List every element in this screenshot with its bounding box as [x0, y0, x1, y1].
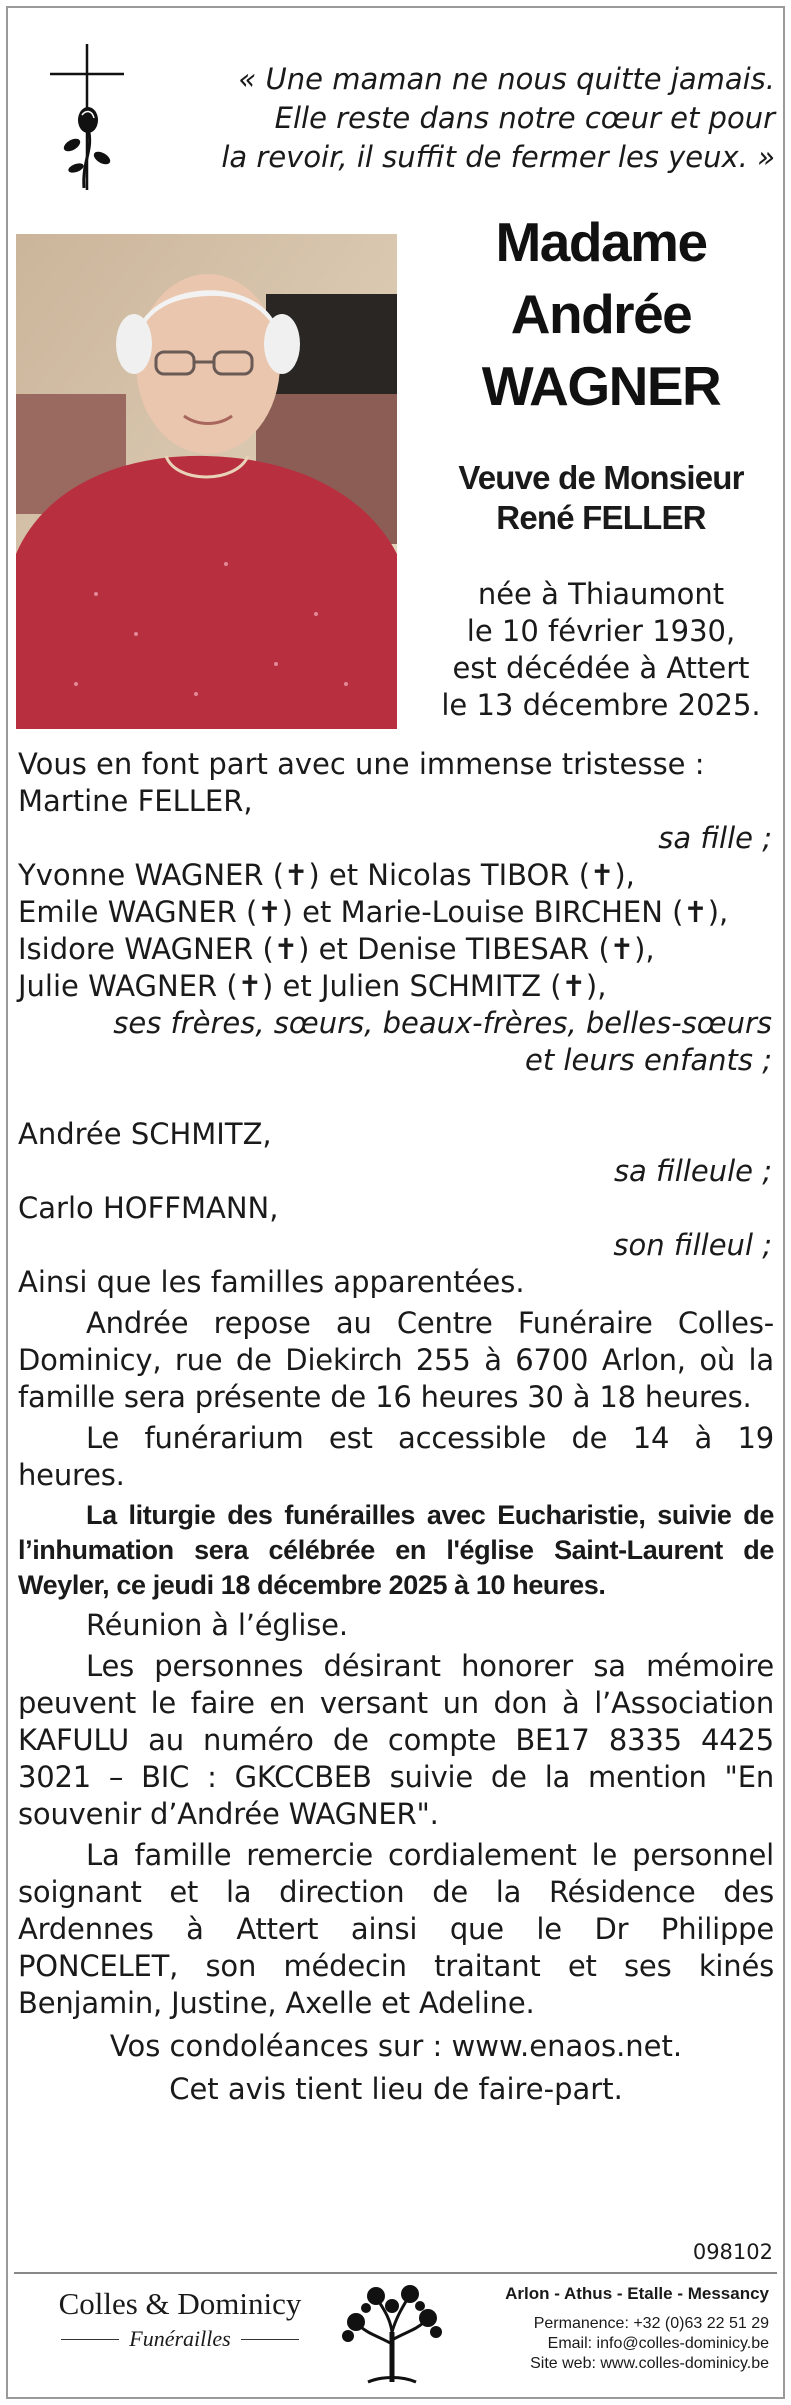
- memorial-quote: [160, 60, 775, 177]
- thanks-paragraph: La famille remercie cordialement le personnel soignant et la direction de la Résidence des Ardennes à Attert ainsi que le Dr Philippe PONCELET, son médecin traitant et ses kinés Benjamin, Justine, Axelle et Adeline.: [18, 1838, 774, 2020]
- brand-name: Colles & Dominicy: [58, 2286, 302, 2321]
- family-member: Isidore WAGNER (✝) et Denise TIBESAR (✝),: [18, 932, 655, 966]
- meeting-paragraph: Réunion à l’église.: [86, 1608, 348, 1642]
- birth-death-line: le 10 février 1930,: [466, 614, 736, 648]
- family-member: Carlo HOFFMANN,: [18, 1191, 279, 1225]
- footer-divider: [14, 2272, 777, 2274]
- access-paragraph: Le funérarium est accessible de 14 à 19 heures.: [18, 1421, 774, 1492]
- quote-line: Elle reste dans notre cœur et pour: [274, 101, 775, 135]
- funeral-home-brand: [30, 2284, 330, 2354]
- widow-of: [420, 458, 782, 538]
- locations: Arlon - Athus - Etalle - Messancy: [505, 2284, 769, 2303]
- quote-line: « Une maman ne nous quitte jamais.: [238, 62, 775, 96]
- family-role: ses frères, sœurs, beaux-frères, belles-sœurs: [113, 1006, 772, 1040]
- brand-subtitle: [30, 2324, 330, 2354]
- tree-logo-icon: [338, 2282, 446, 2386]
- deceased-title: Madame: [495, 211, 707, 273]
- condolences-line: Vos condoléances sur : www.enaos.net.: [109, 2029, 683, 2063]
- birth-death-line: née à Thiaumont: [477, 577, 725, 611]
- website-line: Site web: www.colles-dominicy.be: [530, 2355, 769, 2372]
- family-role: son filleul ;: [613, 1228, 772, 1262]
- birth-death-line: est décédée à Attert: [452, 651, 750, 685]
- family-member: Emile WAGNER (✝) et Marie-Louise BIRCHEN (✝),: [18, 895, 729, 929]
- family-member: Yvonne WAGNER (✝) et Nicolas TIBOR (✝),: [18, 858, 635, 892]
- email-line: Email: info@colles-dominicy.be: [547, 2335, 769, 2352]
- cross-with-rose-icon: [42, 40, 132, 190]
- birth-death-line: le 13 décembre 2025.: [441, 688, 761, 722]
- widow-of-line: Veuve de Monsieur: [458, 459, 744, 496]
- deceased-name-block: [420, 206, 782, 724]
- deceased-first-name: Andrée: [510, 283, 692, 345]
- brand-subtitle-text: Funérailles: [129, 2326, 231, 2351]
- reference-number: 098102: [692, 2240, 773, 2264]
- related-families: Ainsi que les familles apparentées.: [18, 1265, 525, 1299]
- notice-line: Cet avis tient lieu de faire-part.: [169, 2072, 623, 2106]
- family-role: sa fille ;: [658, 821, 772, 855]
- family-member: Martine FELLER,: [18, 784, 253, 818]
- family-role: et leurs enfants ;: [524, 1043, 772, 1077]
- liturgy-paragraph: La liturgie des funérailles avec Eucharistie, suivie de l’inhumation sera célébrée en l'église Saint-Laurent de Weyler, ce jeudi 18 décembre 2025 à 10 heures.: [18, 1500, 774, 1600]
- announcement-intro: Vous en font part avec une immense tristesse :: [18, 747, 705, 781]
- repose-paragraph: Andrée repose au Centre Funéraire Colles-Dominicy, rue de Diekirch 255 à 6700 Arlon, où la famille sera présente de 16 heures 30 à 18 heures.: [18, 1306, 774, 1414]
- widow-of-line: René FELLER: [496, 499, 706, 536]
- family-role: sa filleule ;: [613, 1154, 772, 1188]
- phone-line: Permanence: +32 (0)63 22 51 29: [533, 2315, 769, 2332]
- donation-paragraph: Les personnes désirant honorer sa mémoire peuvent le faire en versant un don à l’Association KAFULU au numéro de compte BE17 8335 4425 3021 – BIC : GKCCBEB suivie de la mention "En souvenir d’Andrée WAGNER".: [18, 1649, 774, 1831]
- deceased-last-name: WAGNER: [481, 355, 721, 417]
- family-member: Andrée SCHMITZ,: [18, 1117, 272, 1151]
- announcement-body: [18, 746, 774, 2108]
- birth-death-info: [420, 576, 782, 724]
- portrait-photo: [16, 234, 397, 729]
- quote-line: la revoir, il suffit de fermer les yeux. »: [221, 140, 775, 174]
- family-member: Julie WAGNER (✝) et Julien SCHMITZ (✝),: [18, 969, 607, 1003]
- funeral-home-contact: [449, 2282, 769, 2374]
